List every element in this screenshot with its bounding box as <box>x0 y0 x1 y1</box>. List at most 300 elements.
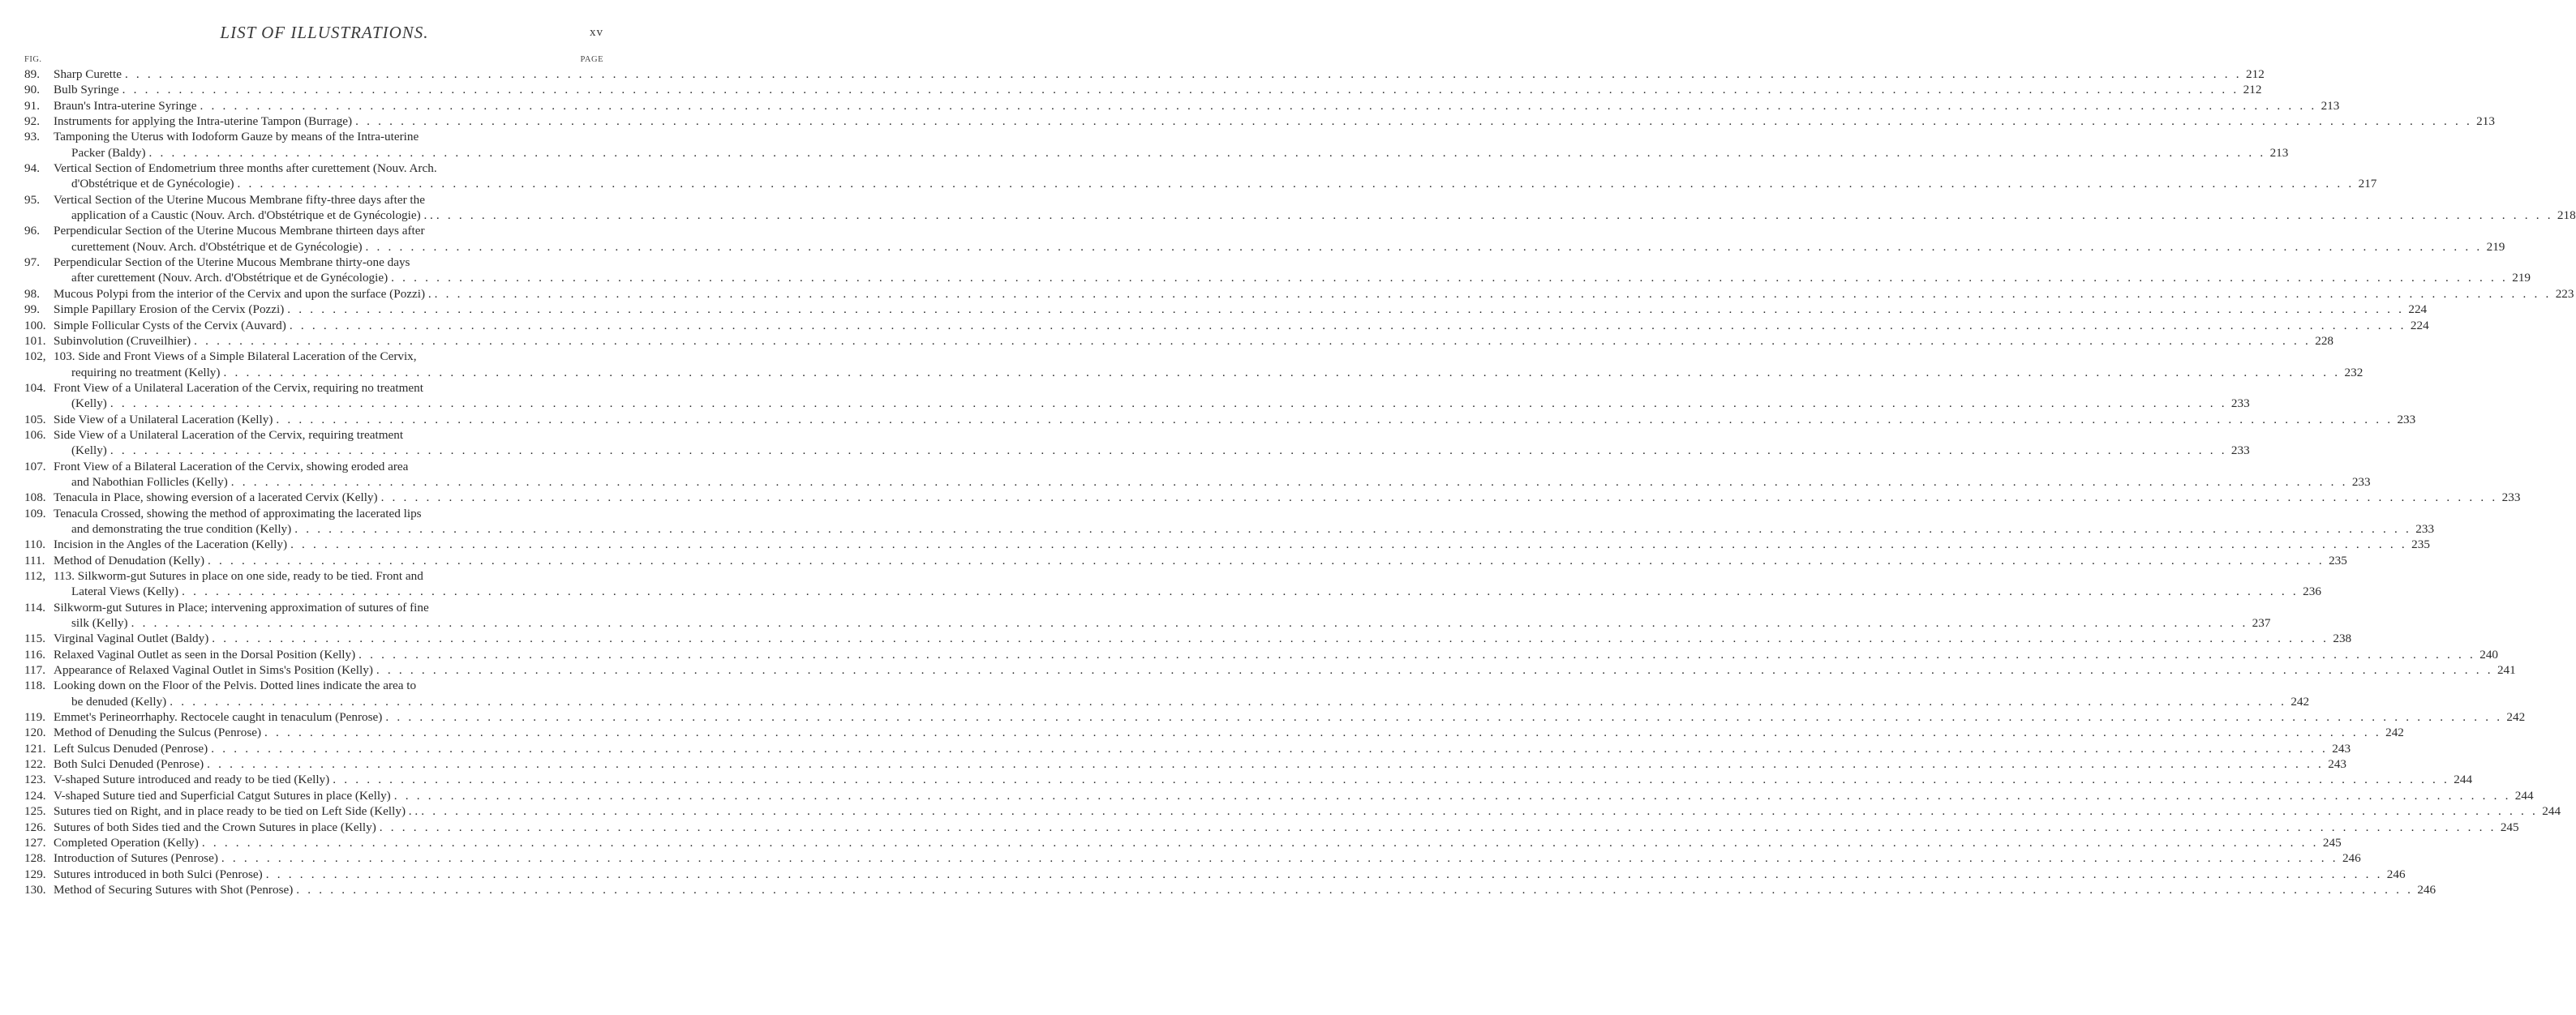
figure-caption: Left Sulcus Denuded (Penrose) <box>54 741 208 756</box>
figure-number: 128. <box>24 851 46 866</box>
entry-body <box>54 412 2415 427</box>
entry-body <box>54 286 2574 302</box>
page-ref: 223 <box>2555 286 2574 301</box>
entry-body <box>54 66 2265 82</box>
figure-number: 93. <box>24 130 40 144</box>
dot-leader <box>107 396 2227 411</box>
page-ref: 233 <box>2351 474 2371 489</box>
list-item <box>24 803 2561 819</box>
figure-number: 94. <box>24 161 40 176</box>
entry-line <box>54 788 2534 803</box>
list-item <box>24 678 2310 709</box>
figure-caption: Method of Denuding the Sulcus (Penrose) <box>54 726 262 740</box>
dot-leader <box>287 537 2407 552</box>
figure-number: 123. <box>24 773 46 787</box>
dot-leader <box>286 318 2406 333</box>
entry-body <box>54 678 2309 709</box>
entry-line <box>54 537 2430 552</box>
figure-caption: Tenacula in Place, showing eversion of a lacerated Cervix (Kelly) <box>54 490 378 505</box>
list-item <box>24 788 2534 803</box>
page-ref: 213 <box>2321 98 2340 113</box>
figure-number: 111. <box>24 553 45 567</box>
entry-line <box>54 506 2434 521</box>
entry-body <box>54 647 2498 662</box>
entry-line <box>54 255 2531 270</box>
dot-leader <box>329 772 2449 787</box>
page-ref: 241 <box>2497 663 2516 678</box>
figure-caption: Subinvolution (Cruveilhier) <box>54 333 191 348</box>
dot-leader <box>418 803 2538 819</box>
dot-leader <box>107 443 2227 458</box>
page-ref: 243 <box>2332 741 2351 756</box>
page-ref: 246 <box>2417 882 2436 897</box>
entry-body <box>54 318 2429 333</box>
dot-leader <box>378 490 2498 505</box>
dot-leader <box>263 867 2383 882</box>
list-item <box>24 98 2340 113</box>
dot-leader <box>355 647 2475 662</box>
figure-caption: silk (Kelly) <box>71 616 128 631</box>
page-ref: 238 <box>2333 632 2352 646</box>
dot-leader <box>178 584 2299 599</box>
list-item <box>24 506 2435 537</box>
list-item <box>24 286 2574 302</box>
figure-number: 115. <box>24 632 46 646</box>
figure-caption: Side View of a Unilateral Laceration of the Cervix, requiring treatment <box>54 427 404 442</box>
figure-number: 119. <box>24 710 46 725</box>
entry-body <box>54 113 2495 129</box>
figure-caption: (Kelly) <box>71 443 107 458</box>
entry-body <box>54 835 2342 850</box>
entry-line <box>54 208 2576 223</box>
figure-caption: Sutures tied on Right, and in place ready to be tied on Left Side (Kelly) . . <box>54 804 419 819</box>
figure-caption: Incision in the Angles of the Laceration (Kelly) <box>54 537 288 552</box>
entry-body <box>54 537 2430 552</box>
list-item <box>24 490 2521 505</box>
list-item <box>24 459 2371 490</box>
entry-line <box>54 161 2376 176</box>
figure-caption: Braun's Intra-uterine Syringe <box>54 98 197 113</box>
list-item <box>24 631 2352 646</box>
entry-line <box>54 443 2250 458</box>
entry-body <box>54 741 2351 756</box>
page-ref: 233 <box>2397 412 2416 426</box>
list-item <box>24 192 2576 224</box>
figure-caption: Simple Follicular Cysts of the Cervix (Auvard) <box>54 318 286 332</box>
entry-line <box>54 882 2436 897</box>
dot-leader <box>234 176 2355 191</box>
dot-leader <box>382 709 2502 725</box>
entry-line <box>54 270 2531 285</box>
list-item <box>24 349 2363 380</box>
list-item <box>24 850 2361 866</box>
entry-line <box>54 803 2561 819</box>
dot-leader <box>433 208 2553 223</box>
list-item <box>24 302 2428 317</box>
dot-leader <box>376 820 2497 835</box>
figure-caption: requiring no treatment (Kelly) <box>71 365 221 379</box>
figure-caption: V-shaped Suture tied and Superficial Catgut Sutures in place (Kelly) <box>54 788 391 803</box>
figure-caption: Silkworm-gut Sutures in Place; intervening approximation of sutures of fine <box>54 600 429 615</box>
entry-line <box>54 709 2525 725</box>
figure-number: 100. <box>24 318 46 332</box>
dot-leader <box>363 239 2483 255</box>
entry-line <box>54 772 2472 787</box>
entry-line <box>54 113 2495 129</box>
figure-number: 106. <box>24 427 46 442</box>
entry-body <box>54 349 2363 380</box>
entry-body <box>54 725 2404 740</box>
entry-line <box>54 98 2339 113</box>
page-ref: 233 <box>2415 521 2435 536</box>
list-item <box>24 772 2473 787</box>
list-item <box>24 161 2377 192</box>
figure-caption: Tenacula Crossed, showing the method of approximating the lacerated lips <box>54 506 422 520</box>
entry-line <box>54 615 2270 631</box>
figure-caption: 103. Side and Front Views of a Simple Bilateral Laceration of the Cervix, <box>54 349 417 364</box>
entry-line <box>54 192 2576 208</box>
fig-column-header: FIG. <box>24 55 42 64</box>
figure-number: 124. <box>24 788 46 803</box>
entry-body <box>54 803 2561 819</box>
figure-caption: Method of Securing Sutures with Shot (Penrose) <box>54 882 294 897</box>
entry-line <box>54 286 2574 302</box>
page-ref: 240 <box>2479 647 2499 662</box>
figure-caption: Sutures of both Sides tied and the Crown Sutures in place (Kelly) <box>54 820 376 834</box>
figure-caption: Looking down on the Floor of the Pelvis. Dotted lines indicate the area to <box>54 679 417 693</box>
list-item <box>24 709 2526 725</box>
entry-body <box>54 192 2576 224</box>
page-ref: 217 <box>2358 177 2377 191</box>
figure-number: 90. <box>24 83 40 97</box>
figure-number: 96. <box>24 224 40 238</box>
entry-line <box>54 631 2351 646</box>
dot-leader <box>284 302 2404 317</box>
entry-body <box>54 553 2347 568</box>
figure-caption: Appearance of Relaxed Vaginal Outlet in Sims's Position (Kelly) <box>54 663 373 678</box>
dot-leader <box>388 270 2508 285</box>
dot-leader <box>199 835 2319 850</box>
figure-caption: Bulb Syringe <box>54 83 119 97</box>
entry-body <box>54 380 2250 412</box>
dot-leader <box>228 474 2348 490</box>
figure-caption: Simple Papillary Erosion of the Cervix (Pozzi) <box>54 302 285 317</box>
figure-caption: Vertical Section of Endometrium three months after curettement (Nouv. Arch. <box>54 161 437 176</box>
dot-leader <box>204 553 2325 568</box>
entry-body <box>54 709 2525 725</box>
page-ref: 219 <box>2512 271 2531 285</box>
page-ref: 218 <box>2557 208 2576 223</box>
entry-line <box>54 662 2516 678</box>
page-ref: 224 <box>2410 318 2429 332</box>
figure-caption: Instruments for applying the Intra-uterine Tampon (Burrage) <box>54 114 353 129</box>
page-ref: 242 <box>2506 710 2526 725</box>
dot-leader <box>208 631 2329 646</box>
entry-line <box>54 521 2434 537</box>
figure-number: 129. <box>24 867 46 881</box>
figure-number: 97. <box>24 255 40 270</box>
entry-body <box>54 427 2250 459</box>
list-item <box>24 223 2505 255</box>
entry-body <box>54 490 2520 505</box>
dot-leader <box>197 98 2317 113</box>
figure-caption: Introduction of Sutures (Penrose) <box>54 851 218 866</box>
page-ref: 212 <box>2246 67 2265 81</box>
figure-number: 101. <box>24 333 46 348</box>
entry-line <box>54 600 2270 615</box>
dot-leader <box>373 662 2493 678</box>
figure-number: 121. <box>24 741 46 756</box>
page-ref: 235 <box>2411 537 2430 552</box>
entry-body <box>54 772 2472 787</box>
figure-caption: Mucous Polypi from the interior of the Cervix and upon the surface (Pozzi) . <box>54 286 431 301</box>
entry-line <box>54 318 2429 333</box>
figure-number: 110. <box>24 537 46 552</box>
figure-caption: V-shaped Suture introduced and ready to be tied (Kelly) <box>54 773 330 787</box>
page-ref: 242 <box>2290 694 2310 709</box>
dot-leader <box>204 756 2324 772</box>
entry-body <box>54 223 2505 255</box>
dot-leader <box>352 113 2472 129</box>
dot-leader <box>220 365 2340 380</box>
entry-body <box>54 98 2339 113</box>
entry-line <box>54 365 2363 380</box>
entry-line <box>54 584 2321 599</box>
entry-body <box>54 161 2376 192</box>
entry-line <box>54 725 2404 740</box>
list-item <box>24 129 2289 161</box>
list-item <box>24 647 2499 662</box>
figure-number: 116. <box>24 647 46 662</box>
dot-leader <box>119 82 2239 97</box>
entry-line <box>54 349 2363 364</box>
entry-body <box>54 756 2346 772</box>
figure-number: 125. <box>24 804 46 819</box>
dot-leader <box>128 615 2248 631</box>
entry-body <box>54 882 2436 897</box>
entry-line <box>54 223 2505 238</box>
figure-caption: Perpendicular Section of the Uterine Mucous Membrane thirteen days after <box>54 224 425 238</box>
entry-line <box>54 647 2498 662</box>
page-ref: 213 <box>2476 114 2495 129</box>
dot-leader <box>293 882 2413 897</box>
list-item <box>24 820 2519 835</box>
entry-body <box>54 506 2434 537</box>
figure-number: 92. <box>24 114 40 129</box>
figure-number: 108. <box>24 490 46 505</box>
list-item <box>24 553 2347 568</box>
entry-line <box>54 490 2520 505</box>
page-ref: 245 <box>2322 835 2342 850</box>
list-item <box>24 741 2351 756</box>
page-ref: 233 <box>2501 490 2521 505</box>
figure-caption: Both Sulci Denuded (Penrose) <box>54 757 204 772</box>
dot-leader <box>391 788 2511 803</box>
entry-line <box>54 820 2519 835</box>
page-ref: 232 <box>2344 365 2363 379</box>
page-ref: 237 <box>2252 616 2271 631</box>
entry-line <box>54 835 2342 850</box>
page-ref: 244 <box>2514 788 2534 803</box>
entry-body <box>54 255 2531 286</box>
page-ref: 224 <box>2408 302 2428 317</box>
entry-body <box>54 568 2321 600</box>
entry-body <box>54 302 2427 317</box>
figure-caption: Lateral Views (Kelly) <box>71 585 179 599</box>
dot-leader <box>431 286 2552 302</box>
page-ref: 246 <box>2342 851 2361 866</box>
figure-caption: Packer (Baldy) <box>71 145 146 160</box>
list-item <box>24 568 2321 600</box>
page-ref: 246 <box>2386 867 2406 881</box>
entry-body <box>54 850 2361 866</box>
entry-line <box>54 756 2346 772</box>
entry-body <box>54 600 2270 632</box>
page-ref: 242 <box>2385 726 2404 740</box>
figure-caption: (Kelly) <box>71 396 107 411</box>
entry-line <box>54 459 2371 474</box>
list-item <box>24 318 2429 333</box>
figure-caption: Emmet's Perineorrhaphy. Rectocele caught in tenaculum (Penrose) <box>54 710 383 725</box>
figure-caption: Virginal Vaginal Outlet (Baldy) <box>54 632 209 646</box>
figure-number: 127. <box>24 835 46 850</box>
illustrations-list <box>24 66 2576 897</box>
page-column-header: PAGE <box>580 55 603 64</box>
list-item <box>24 82 2262 97</box>
figure-number: 89. <box>24 67 40 81</box>
list-item <box>24 333 2333 349</box>
figure-caption: Completed Operation (Kelly) <box>54 835 199 850</box>
dot-leader <box>261 725 2381 740</box>
figure-caption: Method of Denudation (Kelly) <box>54 553 205 567</box>
list-item <box>24 66 2265 82</box>
entry-body <box>54 820 2519 835</box>
entry-line <box>54 850 2361 866</box>
page-ref: 236 <box>2303 585 2321 599</box>
figure-caption: curettement (Nouv. Arch. d'Obstétrique et de Gynécologie) <box>71 239 363 254</box>
figure-number: 117. <box>24 663 46 678</box>
figure-caption: application of a Caustic (Nouv. Arch. d'Obstétrique et de Gynécologie) . . <box>71 208 433 223</box>
list-item <box>24 537 2430 552</box>
running-title: LIST OF ILLUSTRATIONS. <box>220 23 429 42</box>
dot-leader <box>273 412 2393 427</box>
figure-number: 120. <box>24 726 46 740</box>
entry-line <box>54 694 2309 709</box>
dot-leader <box>208 741 2328 756</box>
entry-line <box>54 333 2333 349</box>
dot-leader <box>166 694 2286 709</box>
entry-line <box>54 145 2288 161</box>
figure-caption: Perpendicular Section of the Uterine Mucous Membrane thirty-one days <box>54 255 410 270</box>
dot-leader <box>191 333 2311 349</box>
figure-caption: d'Obstétrique et de Gynécologie) <box>71 177 234 191</box>
figure-number: 109. <box>24 506 46 520</box>
figure-number: 112, <box>24 569 46 583</box>
dot-leader <box>218 850 2338 866</box>
list-item <box>24 867 2406 882</box>
list-item <box>24 882 2436 897</box>
figure-caption: and demonstrating the true condition (Kelly) <box>71 521 292 536</box>
page-ref: 219 <box>2486 239 2505 254</box>
entry-line <box>54 302 2427 317</box>
entry-body <box>54 82 2261 97</box>
figure-number: 118. <box>24 679 46 693</box>
list-item <box>24 662 2516 678</box>
list-item <box>24 427 2250 459</box>
figure-number: 130. <box>24 882 46 897</box>
entry-line <box>54 553 2347 568</box>
list-item <box>24 380 2250 412</box>
figure-caption: and Nabothian Follicles (Kelly) <box>71 474 228 489</box>
figure-caption: after curettement (Nouv. Arch. d'Obstétrique et de Gynécologie) <box>71 271 389 285</box>
entry-line <box>54 82 2261 97</box>
entry-line <box>54 427 2250 443</box>
entry-body <box>54 129 2288 161</box>
entry-line <box>54 474 2371 490</box>
figure-caption: Relaxed Vaginal Outlet as seen in the Dorsal Position (Kelly) <box>54 647 356 662</box>
page-ref: 233 <box>2230 396 2250 411</box>
entry-line <box>54 867 2406 882</box>
figure-number: 99. <box>24 302 40 317</box>
page-ref: 213 <box>2269 145 2289 160</box>
page-ref: 212 <box>2243 83 2262 97</box>
entry-line <box>54 568 2321 584</box>
figure-caption: Vertical Section of the Uterine Mucous Membrane fifty-three days after the <box>54 192 425 207</box>
list-item <box>24 600 2271 632</box>
figure-caption: Front View of a Bilateral Laceration of the Cervix, showing eroded area <box>54 459 409 473</box>
entry-line <box>54 380 2250 396</box>
figure-number: 122. <box>24 757 46 772</box>
entry-line <box>54 396 2250 411</box>
figure-number: 126. <box>24 820 46 834</box>
figure-caption: Sharp Curette <box>54 67 122 81</box>
list-item <box>24 113 2495 129</box>
entry-line <box>54 741 2351 756</box>
figure-number: 91. <box>24 98 40 113</box>
entry-line <box>54 176 2376 191</box>
figure-caption: Front View of a Unilateral Laceration of the Cervix, requiring no treatment <box>54 380 423 395</box>
entry-line <box>54 678 2309 693</box>
figure-caption: Sutures introduced in both Sulci (Penrose) <box>54 867 263 881</box>
entry-line <box>54 66 2265 82</box>
entry-body <box>54 662 2516 678</box>
list-item <box>24 835 2342 850</box>
page-ref: 244 <box>2454 773 2473 787</box>
figure-caption: 113. Silkworm-gut Sutures in place on one side, ready to be tied. Front and <box>54 569 423 583</box>
page-ref: 245 <box>2500 820 2519 834</box>
entry-body <box>54 788 2534 803</box>
page-ref: 235 <box>2329 553 2347 567</box>
dot-leader <box>146 145 2266 161</box>
page-ref: 244 <box>2542 804 2561 819</box>
list-item <box>24 412 2416 427</box>
figure-number: 114. <box>24 600 46 615</box>
page-number: xv <box>590 26 603 39</box>
entry-line <box>54 412 2415 427</box>
figure-number: 107. <box>24 459 46 473</box>
list-item <box>24 756 2347 772</box>
figure-number: 95. <box>24 192 40 207</box>
figure-number: 98. <box>24 286 40 301</box>
entry-body <box>54 333 2333 349</box>
entry-line <box>54 129 2288 144</box>
entry-line <box>54 239 2505 255</box>
page-ref: 228 <box>2315 333 2333 348</box>
dot-leader <box>122 66 2242 82</box>
entry-body <box>54 459 2371 490</box>
figure-caption: Tamponing the Uterus with Iodoform Gauze by means of the Intra-uterine <box>54 130 419 144</box>
list-item <box>24 725 2404 740</box>
